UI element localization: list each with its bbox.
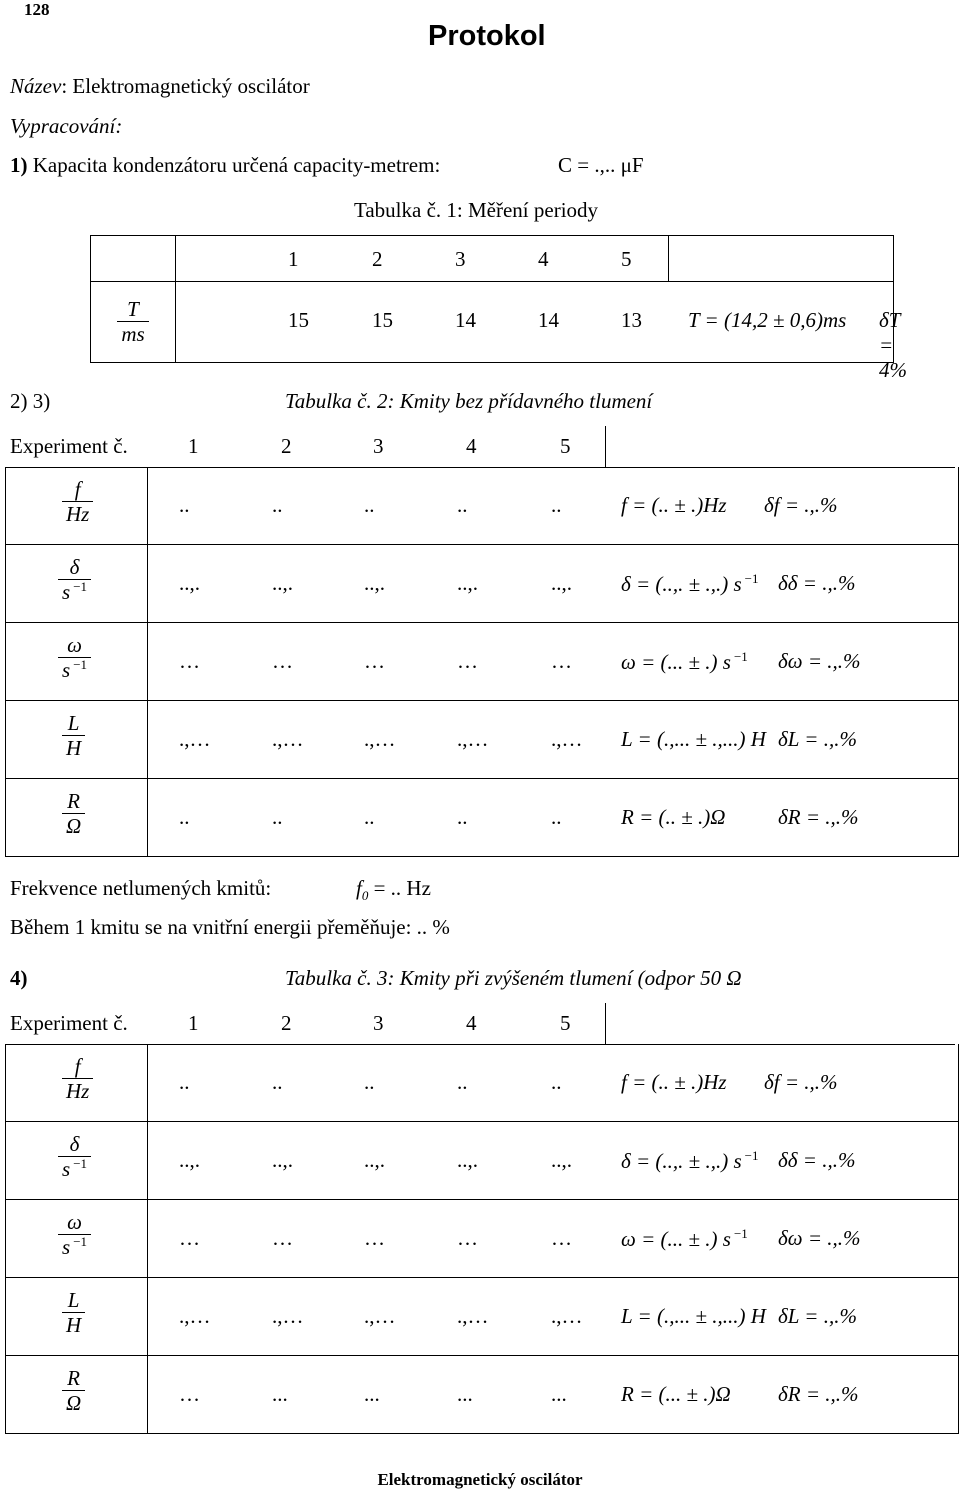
result-text: R = (.. ± .)Ω bbox=[621, 805, 726, 829]
measured-value: .,… bbox=[364, 1304, 396, 1328]
relative-error: δR = .,.% bbox=[778, 805, 859, 829]
result-text: R = (... ± .)Ω bbox=[621, 1382, 731, 1406]
relative-error: δδ = .,.% bbox=[778, 1148, 856, 1172]
section4-num: 4) bbox=[10, 966, 28, 990]
measured-value: .,… bbox=[551, 727, 583, 751]
unit-text: H bbox=[66, 736, 82, 761]
energy-text: Během 1 kmitu se na vnitřní energii přeměňuje: .. % bbox=[10, 915, 450, 939]
measured-value: ..,. bbox=[272, 571, 293, 595]
measured-value: .. bbox=[272, 493, 283, 517]
measured-value: .,… bbox=[272, 727, 304, 751]
table1-value-5: 13 bbox=[621, 308, 642, 332]
measured-value: .. bbox=[179, 1070, 190, 1094]
measured-value: .. bbox=[551, 493, 562, 517]
quantity-unit bbox=[62, 814, 85, 838]
header-divider bbox=[605, 426, 606, 467]
measured-value: ..,. bbox=[551, 1148, 572, 1172]
relative-error: δR = .,.% bbox=[778, 1382, 859, 1406]
unit-text: Ω bbox=[66, 1391, 82, 1416]
quantity-label bbox=[58, 633, 91, 682]
measured-value: .,… bbox=[457, 727, 489, 751]
measured-value: .. bbox=[179, 493, 190, 517]
measured-value: .. bbox=[364, 805, 375, 829]
unit-text: s bbox=[62, 1235, 71, 1260]
quantity-symbol: L bbox=[62, 1288, 85, 1313]
table1-value-2: 15 bbox=[372, 308, 393, 332]
quantity-unit bbox=[58, 658, 91, 682]
name-label: Název bbox=[10, 74, 62, 98]
result-formula bbox=[621, 1382, 731, 1407]
unit-exponent: −1 bbox=[73, 1156, 88, 1172]
freq-value bbox=[356, 876, 431, 904]
measured-value: ... bbox=[551, 1382, 567, 1406]
unit-exponent: −1 bbox=[73, 579, 88, 595]
result-exponent: −1 bbox=[733, 649, 748, 664]
experiment-number: 3 bbox=[373, 434, 384, 458]
result-exponent: −1 bbox=[744, 1148, 759, 1163]
quantity-unit bbox=[62, 1391, 85, 1415]
unit-text: Hz bbox=[66, 502, 90, 527]
table1-header bbox=[176, 236, 669, 282]
quantity-unit bbox=[62, 1079, 93, 1103]
measured-value: … bbox=[551, 649, 572, 673]
table-row bbox=[6, 545, 958, 623]
result-formula bbox=[621, 1304, 766, 1329]
quantity-label bbox=[58, 1132, 91, 1181]
result-formula bbox=[621, 1070, 727, 1095]
table-row bbox=[6, 623, 958, 701]
table2-caption: Tabulka č. 2: Kmity bez přídavného tlumení bbox=[285, 389, 653, 413]
measured-value: ... bbox=[272, 1382, 288, 1406]
relative-error: δL = .,.% bbox=[778, 1304, 857, 1328]
relative-error: δf = .,.% bbox=[764, 1070, 838, 1094]
result-formula bbox=[621, 571, 758, 597]
measured-value: .,… bbox=[179, 1304, 211, 1328]
measured-value: .,… bbox=[272, 1304, 304, 1328]
result-formula bbox=[621, 727, 766, 752]
measured-value: … bbox=[457, 1226, 478, 1250]
result-exponent: −1 bbox=[744, 571, 759, 586]
measured-value: … bbox=[457, 649, 478, 673]
quantity-label bbox=[62, 1054, 93, 1103]
quantity-symbol: δ bbox=[58, 555, 91, 580]
experiment-number: 4 bbox=[466, 434, 477, 458]
quantity-unit bbox=[58, 580, 91, 604]
section1-desc: Kapacita kondenzátoru určená capacity-metrem: bbox=[27, 153, 441, 177]
result-text: L = (.,... ± .,...) H bbox=[621, 1304, 766, 1328]
period-unit: ms bbox=[121, 322, 145, 347]
quantity-symbol: δ bbox=[58, 1132, 91, 1157]
table1-col-4: 4 bbox=[538, 247, 549, 271]
measured-value: ..,. bbox=[179, 1148, 200, 1172]
measured-value: … bbox=[179, 1382, 200, 1406]
measured-value: ..,. bbox=[457, 571, 478, 595]
quantity-unit bbox=[58, 1235, 91, 1259]
measured-value: ..,. bbox=[364, 571, 385, 595]
period-error: δT = 4% bbox=[879, 308, 907, 382]
quantity-symbol: R bbox=[62, 1366, 85, 1391]
table1-col-3: 3 bbox=[455, 247, 466, 271]
measured-value: ..,. bbox=[364, 1148, 385, 1172]
table-row bbox=[6, 1278, 958, 1356]
quantity-symbol: f bbox=[62, 1054, 93, 1079]
quantity-symbol: ω bbox=[58, 1210, 91, 1235]
table1-value-1: 15 bbox=[288, 308, 309, 332]
quantity-label bbox=[62, 1366, 85, 1415]
freq-subscript: 0 bbox=[361, 888, 369, 904]
experiment-grid bbox=[5, 1044, 959, 1434]
unit-text: s bbox=[62, 658, 71, 683]
result-text: δ = (..,. ± .,.) s bbox=[621, 1149, 742, 1173]
measured-value: .,… bbox=[457, 1304, 489, 1328]
experiment-number: 1 bbox=[188, 434, 199, 458]
experiment-label: Experiment č. bbox=[10, 434, 128, 458]
experiment-header bbox=[5, 426, 955, 468]
quantity-symbol: R bbox=[62, 789, 85, 814]
unit-text: Hz bbox=[66, 1079, 90, 1104]
experiment-number: 5 bbox=[560, 434, 571, 458]
measured-value: ..,. bbox=[179, 571, 200, 595]
table-row bbox=[6, 1356, 958, 1434]
table-row bbox=[6, 1122, 958, 1200]
period-symbol: T bbox=[117, 297, 148, 322]
table1-col-5: 5 bbox=[621, 247, 632, 271]
section1-text bbox=[10, 153, 440, 178]
header-divider bbox=[605, 1003, 606, 1044]
period-result: T = (14,2 ± 0,6)ms bbox=[688, 308, 847, 332]
measured-value: .. bbox=[457, 493, 468, 517]
table3-caption: Tabulka č. 3: Kmity při zvýšeném tlumení (odpor 50 Ω bbox=[285, 966, 742, 990]
measured-value: … bbox=[272, 1226, 293, 1250]
measured-value: … bbox=[179, 649, 200, 673]
result-formula bbox=[621, 1148, 758, 1174]
footer: Elektromagnetický oscilátor bbox=[377, 1470, 583, 1489]
table-row bbox=[6, 701, 958, 779]
result-formula bbox=[621, 493, 727, 518]
experiment-header bbox=[5, 1003, 955, 1045]
table-row bbox=[6, 467, 958, 545]
table-row bbox=[6, 1044, 958, 1122]
unit-text: Ω bbox=[66, 814, 82, 839]
capacity-value: C = .,.. μF bbox=[558, 153, 644, 177]
result-formula bbox=[621, 805, 725, 830]
measured-value: .. bbox=[272, 1070, 283, 1094]
quantity-symbol: ω bbox=[58, 633, 91, 658]
measured-value: … bbox=[272, 649, 293, 673]
measured-value: ..,. bbox=[457, 1148, 478, 1172]
quantity-label bbox=[62, 1288, 85, 1337]
measured-value: .. bbox=[364, 493, 375, 517]
quantity-label bbox=[62, 789, 85, 838]
result-text: ω = (... ± .) s bbox=[621, 650, 731, 674]
experiment-number: 5 bbox=[560, 1011, 571, 1035]
quantity-symbol: L bbox=[62, 711, 85, 736]
relative-error: δδ = .,.% bbox=[778, 571, 856, 595]
measured-value: .,… bbox=[179, 727, 211, 751]
table1-row-label bbox=[91, 282, 176, 363]
quantity-unit bbox=[62, 736, 85, 760]
table1-values bbox=[176, 282, 907, 382]
quantity-unit bbox=[62, 502, 93, 526]
measured-value: … bbox=[364, 1226, 385, 1250]
quantity-label bbox=[58, 555, 91, 604]
freq-label: Frekvence netlumených kmitů: bbox=[10, 876, 272, 900]
measured-value: ..,. bbox=[272, 1148, 293, 1172]
table1-col-2: 2 bbox=[372, 247, 383, 271]
relative-error: δL = .,.% bbox=[778, 727, 857, 751]
unit-text: s bbox=[62, 1157, 71, 1182]
quantity-label bbox=[62, 477, 93, 526]
table1-caption: Tabulka č. 1: Měření periody bbox=[354, 198, 599, 222]
table1-col-1: 1 bbox=[288, 247, 299, 271]
freq-rest: = .. Hz bbox=[368, 876, 431, 900]
experiment-number: 2 bbox=[281, 1011, 292, 1035]
result-formula bbox=[621, 1226, 748, 1252]
relative-error: δω = .,.% bbox=[778, 649, 861, 673]
table-row bbox=[6, 779, 958, 857]
section23-num: 2) 3) bbox=[10, 389, 51, 413]
name-value: : Elektromagnetický oscilátor bbox=[61, 74, 310, 98]
measured-value: .. bbox=[551, 805, 562, 829]
quantity-unit bbox=[62, 1313, 85, 1337]
experiment-number: 2 bbox=[281, 434, 292, 458]
measured-value: ... bbox=[457, 1382, 473, 1406]
measured-value: … bbox=[551, 1226, 572, 1250]
unit-exponent: −1 bbox=[73, 1234, 88, 1250]
measured-value: … bbox=[364, 649, 385, 673]
experiment-number: 4 bbox=[466, 1011, 477, 1035]
measured-value: ... bbox=[364, 1382, 380, 1406]
unit-text: H bbox=[66, 1313, 82, 1338]
relative-error: δω = .,.% bbox=[778, 1226, 861, 1250]
measured-value: .. bbox=[551, 1070, 562, 1094]
worked-label: Vypracování: bbox=[10, 114, 123, 138]
unit-exponent: −1 bbox=[73, 657, 88, 673]
quantity-label bbox=[58, 1210, 91, 1259]
result-text: L = (.,... ± .,...) H bbox=[621, 727, 766, 751]
result-text: ω = (... ± .) s bbox=[621, 1227, 731, 1251]
result-text: f = (.. ± .)Hz bbox=[621, 493, 727, 517]
experiment-grid bbox=[5, 467, 959, 857]
measured-value: .. bbox=[457, 1070, 468, 1094]
relative-error: δf = .,.% bbox=[764, 493, 838, 517]
result-text: f = (.. ± .)Hz bbox=[621, 1070, 727, 1094]
measured-value: .. bbox=[457, 805, 468, 829]
table1-value-4: 14 bbox=[538, 308, 559, 332]
experiment-number: 3 bbox=[373, 1011, 384, 1035]
table1 bbox=[90, 235, 907, 382]
section1-num: 1) bbox=[10, 153, 28, 177]
result-text: δ = (..,. ± .,.) s bbox=[621, 572, 742, 596]
quantity-unit bbox=[58, 1157, 91, 1181]
measured-value: … bbox=[179, 1226, 200, 1250]
table1-value-3: 14 bbox=[455, 308, 476, 332]
measured-value: .,… bbox=[364, 727, 396, 751]
measured-value: .,… bbox=[551, 1304, 583, 1328]
measured-value: .. bbox=[364, 1070, 375, 1094]
page-title: Protokol bbox=[428, 20, 546, 52]
unit-text: s bbox=[62, 580, 71, 605]
experiment-label: Experiment č. bbox=[10, 1011, 128, 1035]
quantity-label bbox=[62, 711, 85, 760]
table-row bbox=[6, 1200, 958, 1278]
freq-symbol: f bbox=[356, 876, 362, 900]
measured-value: .. bbox=[179, 805, 190, 829]
experiment-number: 1 bbox=[188, 1011, 199, 1035]
protocol-name bbox=[10, 74, 310, 99]
result-exponent: −1 bbox=[733, 1226, 748, 1241]
measured-value: ..,. bbox=[551, 571, 572, 595]
quantity-symbol: f bbox=[62, 477, 93, 502]
result-formula bbox=[621, 649, 748, 675]
page-number: 128 bbox=[24, 0, 50, 19]
measured-value: .. bbox=[272, 805, 283, 829]
